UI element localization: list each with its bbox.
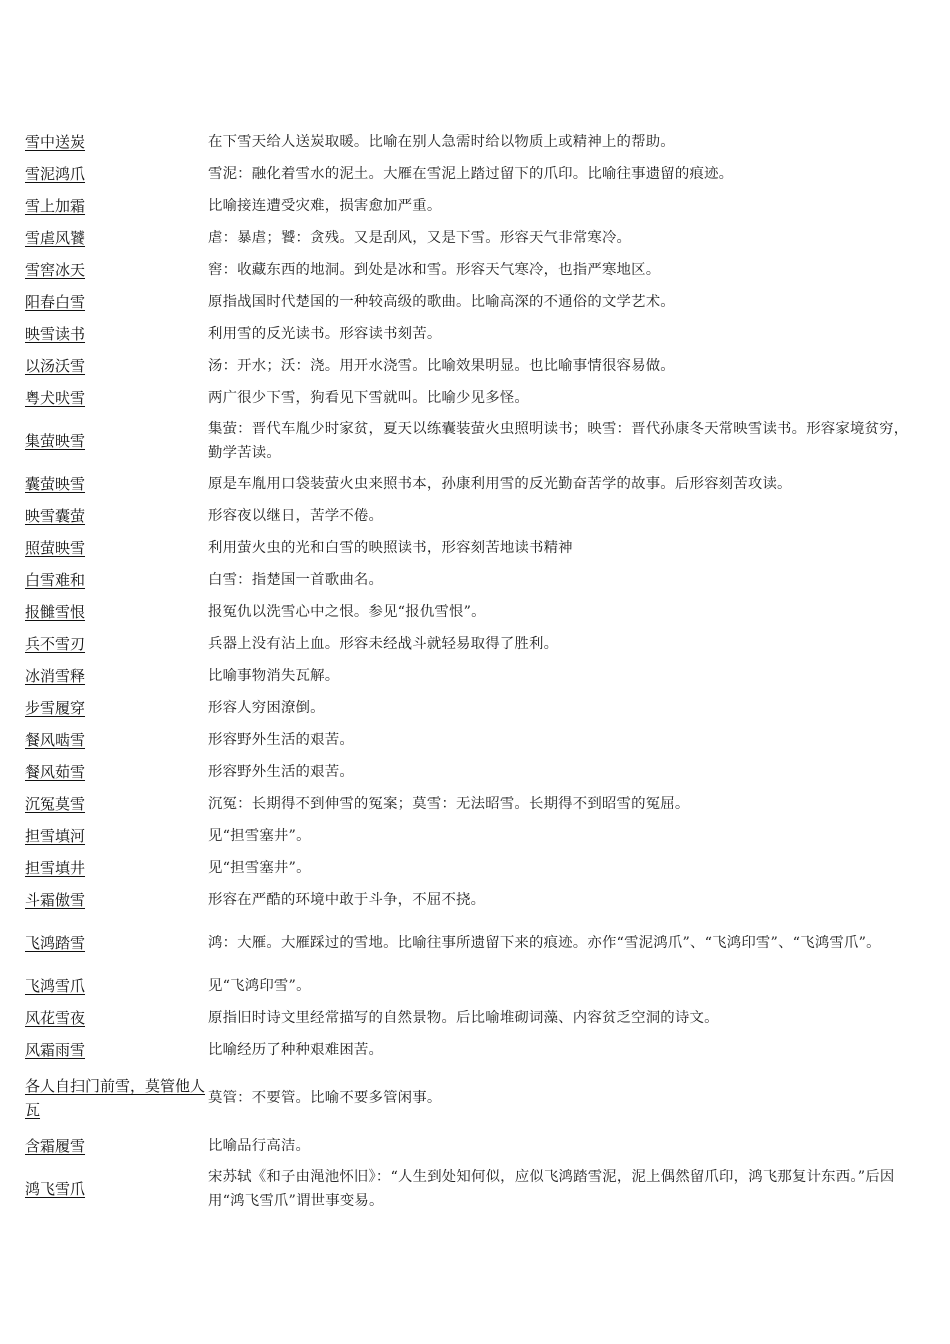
idiom-term-link[interactable]: 飞鸿雪爪 xyxy=(25,977,86,995)
idiom-entry xyxy=(0,318,950,350)
idiom-definition: 白雪：指楚国一首歌曲名。 xyxy=(208,572,384,588)
idiom-entry xyxy=(0,788,950,820)
idiom-term-link[interactable]: 雪上加霜 xyxy=(25,197,86,215)
idiom-definition: 形容人穷困潦倒。 xyxy=(208,700,325,716)
idiom-definition: 宋苏轼《和子由渑池怀旧》：“人生到处知何似，应似飞鸿踏雪泥，泥上偶然留爪印，鸿飞那复计东西。”后因用“鸿飞雪爪”谓世事变易。 xyxy=(208,1169,895,1209)
idiom-definition: 见“担雪塞井”。 xyxy=(208,860,311,876)
idiom-term-link[interactable]: 阳春白雪 xyxy=(25,293,86,311)
idiom-entry xyxy=(0,596,950,628)
idiom-definition: 形容野外生活的艰苦。 xyxy=(208,764,354,780)
idiom-list xyxy=(0,126,950,1216)
idiom-term-link[interactable]: 沉冤莫雪 xyxy=(25,795,86,813)
idiom-definition: 比喻事物消失瓦解。 xyxy=(208,668,340,684)
idiom-term-link[interactable]: 斗霜傲雪 xyxy=(25,891,86,909)
idiom-definition: 比喻品行高洁。 xyxy=(208,1138,311,1154)
idiom-entry xyxy=(0,1130,950,1162)
idiom-term-link[interactable]: 映雪囊萤 xyxy=(25,507,86,525)
idiom-definition: 窖：收藏东西的地洞。到处是冰和雪。形容天气寒冷，也指严寒地区。 xyxy=(208,262,661,278)
idiom-definition: 见“飞鸿印雪”。 xyxy=(208,978,311,994)
idiom-definition: 原指战国时代楚国的一种较高级的歌曲。比喻高深的不通俗的文学艺术。 xyxy=(208,294,675,310)
idiom-term-link[interactable]: 餐风茹雪 xyxy=(25,763,86,781)
idiom-term-link[interactable]: 照萤映雪 xyxy=(25,539,86,557)
idiom-definition: 虐：暴虐；饕：贪残。又是刮风，又是下雪。形容天气非常寒冷。 xyxy=(208,230,632,246)
idiom-entry xyxy=(0,820,950,852)
idiom-entry xyxy=(0,286,950,318)
idiom-definition: 雪泥：融化着雪水的泥土。大雁在雪泥上踏过留下的爪印。比喻往事遗留的痕迹。 xyxy=(208,166,734,182)
idiom-term-link[interactable]: 风霜雨雪 xyxy=(25,1041,86,1059)
idiom-definition: 两广很少下雪，狗看见下雪就叫。比喻少见多怪。 xyxy=(208,390,529,406)
idiom-term-link[interactable]: 粤犬吠雪 xyxy=(25,389,86,407)
idiom-entry xyxy=(0,660,950,692)
idiom-definition: 比喻经历了种种艰难困苦。 xyxy=(208,1042,384,1058)
idiom-entry xyxy=(0,222,950,254)
idiom-entry xyxy=(0,628,950,660)
idiom-entry xyxy=(0,532,950,564)
idiom-definition: 在下雪天给人送炭取暖。比喻在别人急需时给以物质上或精神上的帮助。 xyxy=(208,134,675,150)
idiom-entry xyxy=(0,1066,950,1130)
idiom-entry xyxy=(0,970,950,1002)
idiom-definition: 利用萤火虫的光和白雪的映照读书，形容刻苦地读书精神 xyxy=(208,540,573,556)
idiom-entry xyxy=(0,1034,950,1066)
idiom-term-link[interactable]: 以汤沃雪 xyxy=(25,357,86,375)
idiom-entry xyxy=(0,254,950,286)
idiom-term-link[interactable]: 餐风啮雪 xyxy=(25,731,86,749)
idiom-definition: 比喻接连遭受灾难，损害愈加严重。 xyxy=(208,198,442,214)
idiom-term-link[interactable]: 担雪填井 xyxy=(25,859,86,877)
idiom-entry xyxy=(0,1162,950,1216)
idiom-term-link[interactable]: 白雪难和 xyxy=(25,571,86,589)
idiom-entry xyxy=(0,1002,950,1034)
idiom-entry xyxy=(0,468,950,500)
idiom-term-link[interactable]: 冰消雪释 xyxy=(25,667,86,685)
idiom-definition: 报冤仇以洗雪心中之恨。参见“报仇雪恨”。 xyxy=(208,604,486,620)
idiom-term-link[interactable]: 步雪履穿 xyxy=(25,699,86,717)
idiom-entry xyxy=(0,756,950,788)
idiom-definition: 沉冤：长期得不到伸雪的冤案；莫雪：无法昭雪。长期得不到昭雪的冤屈。 xyxy=(208,796,690,812)
idiom-entry xyxy=(0,724,950,756)
idiom-term-link[interactable]: 兵不雪刃 xyxy=(25,635,86,653)
idiom-entry xyxy=(0,126,950,158)
idiom-term-link[interactable]: 囊萤映雪 xyxy=(25,475,86,493)
idiom-term-link[interactable]: 含霜履雪 xyxy=(25,1137,86,1155)
idiom-entry xyxy=(0,852,950,884)
idiom-term-link[interactable]: 雪泥鸿爪 xyxy=(25,165,86,183)
idiom-entry xyxy=(0,916,950,970)
idiom-definition: 原指旧时诗文里经常描写的自然景物。后比喻堆砌词藻、内容贫乏空洞的诗文。 xyxy=(208,1010,719,1026)
idiom-term-link[interactable]: 集萤映雪 xyxy=(25,432,86,450)
idiom-term-link[interactable]: 雪中送炭 xyxy=(25,133,86,151)
idiom-entry xyxy=(0,414,950,468)
idiom-definition: 见“担雪塞井”。 xyxy=(208,828,311,844)
idiom-term-link[interactable]: 鸿飞雪爪 xyxy=(25,1180,86,1198)
idiom-entry xyxy=(0,500,950,532)
idiom-term-link[interactable]: 担雪填河 xyxy=(25,827,86,845)
idiom-entry xyxy=(0,564,950,596)
idiom-term-link[interactable]: 报雠雪恨 xyxy=(25,603,86,621)
idiom-definition: 莫管：不要管。比喻不要多管闲事。 xyxy=(208,1090,442,1106)
idiom-term-link[interactable]: 风花雪夜 xyxy=(25,1009,86,1027)
idiom-definition: 形容野外生活的艰苦。 xyxy=(208,732,354,748)
idiom-entry xyxy=(0,350,950,382)
idiom-definition: 形容在严酷的环境中敢于斗争，不屈不挠。 xyxy=(208,892,486,908)
idiom-term-link[interactable]: 映雪读书 xyxy=(25,325,86,343)
idiom-entry xyxy=(0,190,950,222)
idiom-term-link[interactable]: 各人自扫门前雪，莫管他人瓦 xyxy=(25,1077,206,1119)
idiom-term-link[interactable]: 雪窖冰天 xyxy=(25,261,86,279)
idiom-entry xyxy=(0,158,950,190)
idiom-entry xyxy=(0,692,950,724)
idiom-definition: 利用雪的反光读书。形容读书刻苦。 xyxy=(208,326,442,342)
idiom-term-link[interactable]: 雪虐风饕 xyxy=(25,229,86,247)
idiom-definition: 原是车胤用口袋装萤火虫来照书本，孙康利用雪的反光勤奋苦学的故事。后形容刻苦攻读。 xyxy=(208,476,792,492)
idiom-definition: 鸿：大雁。大雁踩过的雪地。比喻往事所遗留下来的痕迹。亦作“雪泥鸿爪”、“飞鸿印雪”、“飞鸿雪爪”。 xyxy=(208,935,881,951)
idiom-definition: 形容夜以继日，苦学不倦。 xyxy=(208,508,384,524)
idiom-definition: 集萤：晋代车胤少时家贫，夏天以练囊装萤火虫照明读书；映雪：晋代孙康冬天常映雪读书。形容家境贫穷，勤学苦读。 xyxy=(208,421,909,461)
idiom-entry xyxy=(0,382,950,414)
idiom-definition: 兵器上没有沾上血。形容未经战斗就轻易取得了胜利。 xyxy=(208,636,559,652)
idiom-entry xyxy=(0,884,950,916)
idiom-term-link[interactable]: 飞鸿踏雪 xyxy=(25,934,86,952)
idiom-definition: 汤：开水；沃：浇。用开水浇雪。比喻效果明显。也比喻事情很容易做。 xyxy=(208,358,675,374)
